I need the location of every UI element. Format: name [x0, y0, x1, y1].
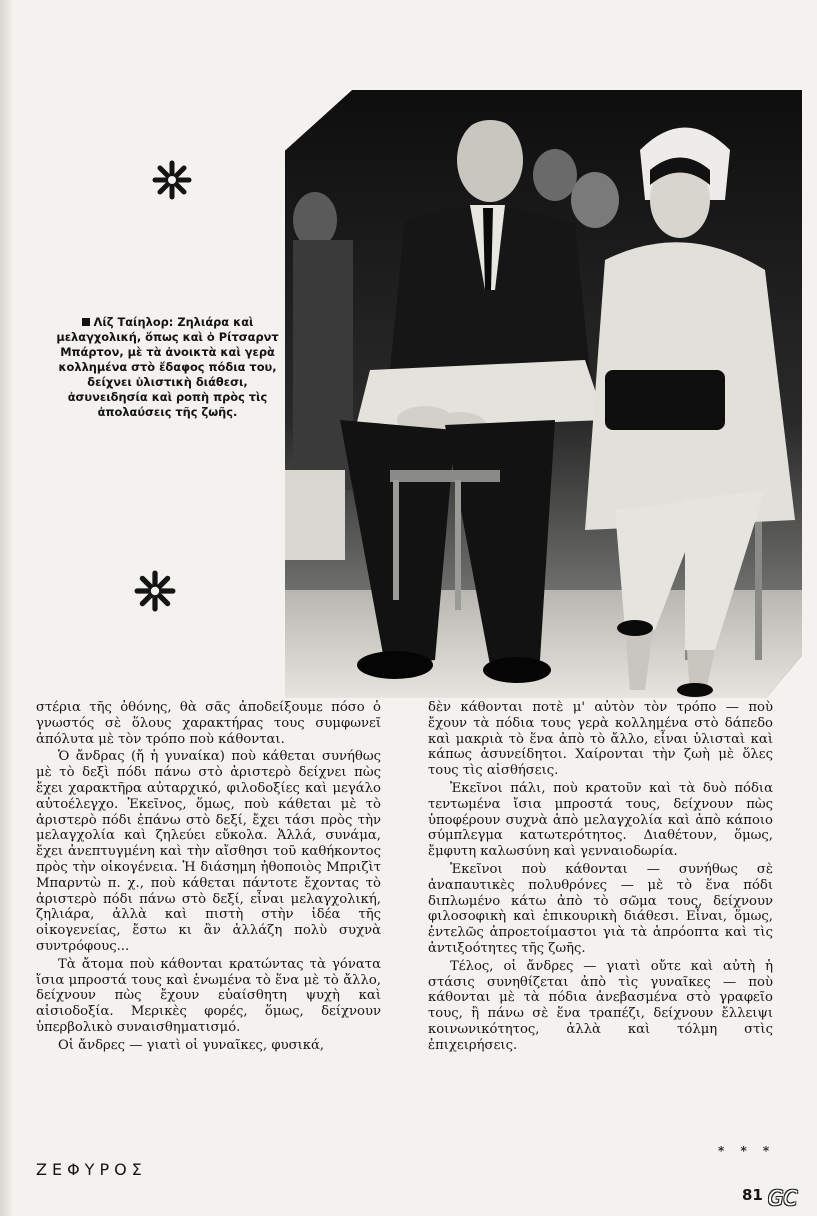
paragraph: Ἐκεῖνοι πάλι, ποὺ κρατοῦν καὶ τὰ δυὸ πόδια τεντωμένα ἴσια μπροστά τους, δείχνουν πὼς ὑποφέρουν συχνὰ ἀπὸ μελαγχολία καὶ ἀπὸ κάποιο σύμπλεγμα κατωτερότητος. Διαθέτουν, ὅμως, ἔμφυτη καλωσύνη καὶ γενναιοδωρία.: [428, 780, 773, 860]
paragraph: Τέλος, οἱ ἄνδρες — γιατὶ οὔτε καὶ αὐτὴ ἡ στάσις συνηθίζεται ἀπὸ τὶς γυναῖκες — ποὺ κάθονται μὲ τὰ πόδια ἀνεβασμένα στὸ γραφεῖο τους, ἢ πάνω σὲ ἕνα τραπέζι, δείχνουν ἔλλειψι κοινωνικότητος, ἀλλὰ καὶ τόλμη στὶς ἐπιχειρήσεις.: [428, 958, 773, 1053]
paragraph: δὲν κάθονται ποτὲ μ' αὐτὸν τὸν τρόπο — ποὺ ἔχουν τὰ πόδια τους γερὰ κολλημένα στὸ δάπεδο καὶ μακριὰ τὸ ἕνα ἀπὸ τὸ ἄλλο, εἶναι ὑλισταὶ καὶ κάπως ἀσυνείδητοι. Χαίρονται τὴν ζωὴ μὲ ὅλες τους τὶς αἰσθήσεις.: [428, 700, 773, 779]
paragraph: Ἐκεῖνοι ποὺ κάθονται — συνήθως σὲ ἀναπαυτικὲς πολυθρόνες — μὲ τὸ ἕνα πόδι διπλωμένο κάτω ἀπὸ τὸ σῶμα τους, δείχνουν φιλοσοφικὴ καὶ ἐπικουρικὴ διάθεσι. Εἶναι, ὅμως, ἐντελῶς ἀπροετοίμαστοι γιὰ τὰ ἀπρόοπτα καὶ τὶς ἀντιξοότητες τῆς ζωῆς.: [428, 861, 773, 956]
paragraph: Τὰ ἄτομα ποὺ κάθονται κρατώντας τὰ γόνατα ἴσια μπροστά τους καὶ ἑνωμένα τὸ ἕνα μὲ τὸ ἄλλο, δείχνουν πὼς ἔχουν εὐαίσθητη ψυχὴ καὶ αἰσιοδοξία. Μερικὲς φορές, ὅμως, δείχνουν ὑπερβολικὸ συναισθηματισμό.: [36, 956, 381, 1035]
bullet-square-icon: [82, 318, 90, 326]
magazine-name: ΖΕΦΥΡΟΣ: [36, 1160, 147, 1179]
asterism-icon: [152, 160, 192, 200]
watermark-logo: GC: [768, 1186, 798, 1210]
photo-couple-seated: [285, 90, 802, 698]
paragraph: Ὁ ἄνδρας (ἤ ἡ γυναίκα) ποὺ κάθεται συνήθως μὲ τὸ δεξὶ πόδι πάνω στὸ ἀριστερὸ δείχνει πὼς ἔχει χαρακτῆρα αὐταρχικό, φιλοδοξίες καὶ μεγάλο αὐτοέλεγχο. Ἐκεῖνος, ὅμως, ποὺ κάθεται μὲ τὸ ἀριστερὸ πόδι ἐπάνω στὸ δεξί, ἔχει τάσι πρὸς τὴν μελαγχολία καὶ ζηλεύει εὔκολα. Ἀλλά, συνάμα, ἔχει ἀνεπτυγμένη καὶ τὴν αἴσθησι τοῦ καθήκοντος πρὸς τὴν οἰκογένεια. Ἡ διάσημη ἠθοποιὸς Μπριζὶτ Μπαρντὼ π. χ., ποὺ κάθεται πάντοτε ἔχοντας τὸ ἀριστερὸ πόδι πάνω στὸ δεξί, εἶναι μελαγχολική, ζηλιάρα, ἀλλὰ καὶ πιστὴ στὴν ἰδέα τῆς οἰκογενείας, ἔστω κι ἂν ἀλλάζη πολὺ συχνὰ συντρόφους...: [36, 749, 381, 954]
paragraph: Οἱ ἄνδρες — γιατὶ οἱ γυναῖκες, φυσικά,: [58, 1037, 325, 1053]
photo-illustration: [285, 90, 802, 698]
paragraph: στέρια τῆς ὀθόνης, θὰ σᾶς ἀποδείξουμε πόσο ὁ γνωστός σὲ ὅλους χαρακτήρας τους συμφωνεῖ ἀπόλυτα μὲ τὸν τρόπο ποὺ κάθονται.: [36, 700, 381, 747]
page-number: 81: [742, 1186, 763, 1204]
article-column-left: [36, 700, 381, 1054]
end-mark: * * *: [718, 1144, 776, 1158]
article-column-right: [428, 700, 773, 1054]
photo-caption: [50, 315, 285, 420]
page-edge-shadow: [0, 0, 14, 1216]
caption-text: Λίζ Ταίηλορ: Ζηλιάρα καὶ μελαγχολική, ὅπως καὶ ὁ Ρίτσαρντ Μπάρτον, μὲ τὰ ἀνοικτὰ καὶ γερὰ κολλημένα στὸ ἔδαφος πόδια του, δείχνει ὑλιστικὴ διάθεσι, ἀσυνειδησία καὶ ροπὴ πρὸς τὶς ἀπολαύσεις τῆς ζωῆς.: [56, 315, 279, 419]
asterism-icon: [134, 570, 176, 612]
